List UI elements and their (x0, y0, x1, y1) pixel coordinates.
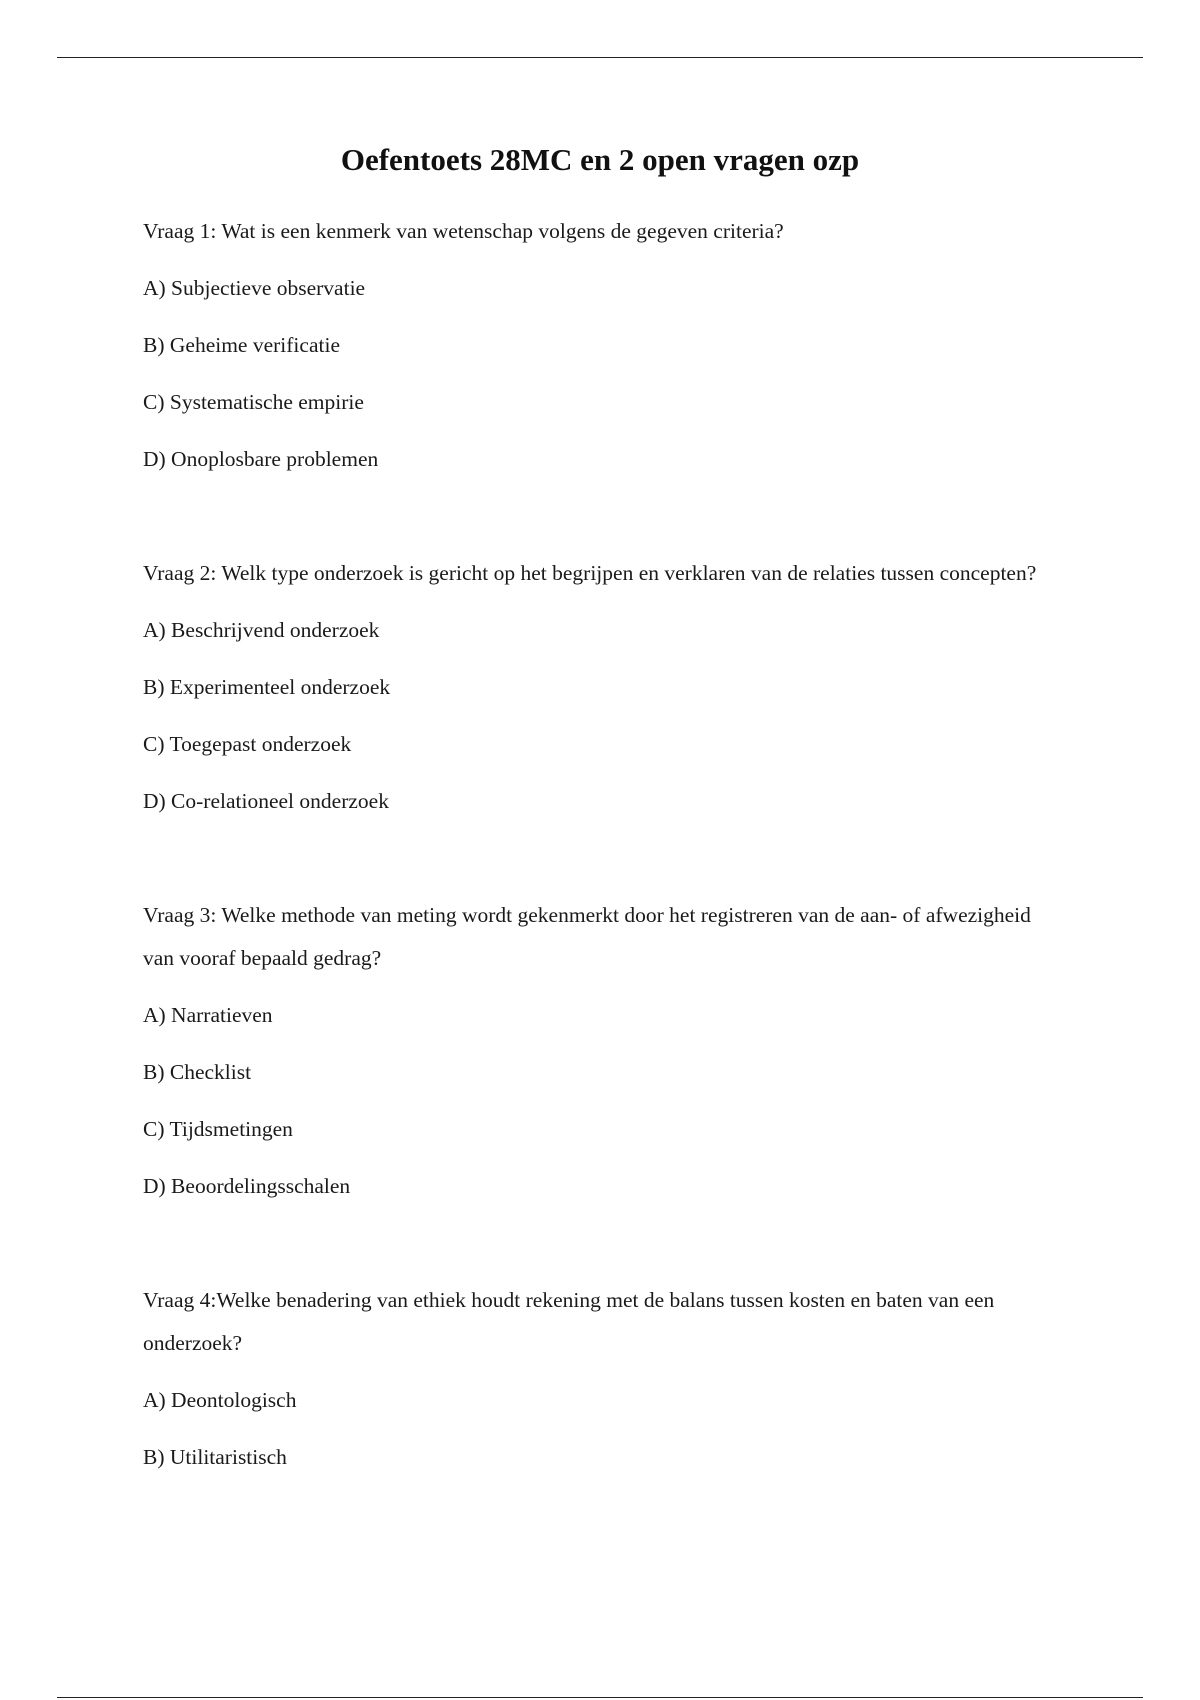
question-2 (143, 552, 1063, 823)
answer-option: D) Co-relationeel onderzoek (143, 789, 389, 813)
answer-option: B) Experimenteel onderzoek (143, 675, 391, 699)
answer-option: B) Utilitaristisch (143, 1445, 287, 1469)
question-list (143, 210, 1063, 1479)
answer-option: D) Beoordelingsschalen (143, 1174, 351, 1198)
answer-option: A) Narratieven (143, 1003, 273, 1027)
top-divider (57, 57, 1143, 58)
answer-option: C) Systematische empirie (143, 390, 364, 414)
question-text: Vraag 1: Wat is een kenmerk van wetenschap volgens de gegeven criteria? (143, 219, 784, 243)
answer-option: A) Subjectieve observatie (143, 276, 366, 300)
question-1 (143, 210, 1063, 481)
question-4 (143, 1279, 1063, 1479)
question-text: Vraag 4:Welke benadering van ethiek houdt rekening met de balans tussen kosten en baten van een onderzoek? (143, 1288, 995, 1355)
answer-option: C) Toegepast onderzoek (143, 732, 352, 756)
question-3 (143, 894, 1063, 1208)
answer-option: A) Deontologisch (143, 1388, 297, 1412)
answer-option: D) Onoplosbare problemen (143, 447, 379, 471)
question-text: Vraag 2: Welk type onderzoek is gericht op het begrijpen en verklaren van de relaties tussen concepten? (143, 561, 1037, 585)
answer-option: B) Checklist (143, 1060, 252, 1084)
answer-option: A) Beschrijvend onderzoek (143, 618, 380, 642)
bottom-divider (57, 1697, 1143, 1698)
question-text: Vraag 3: Welke methode van meting wordt gekenmerkt door het registreren van de aan- of afwezigheid van vooraf bepaald gedrag? (143, 903, 1031, 970)
answer-option: B) Geheime verificatie (143, 333, 340, 357)
answer-option: C) Tijdsmetingen (143, 1117, 293, 1141)
document-title: Oefentoets 28MC en 2 open vragen ozp (340, 142, 860, 177)
